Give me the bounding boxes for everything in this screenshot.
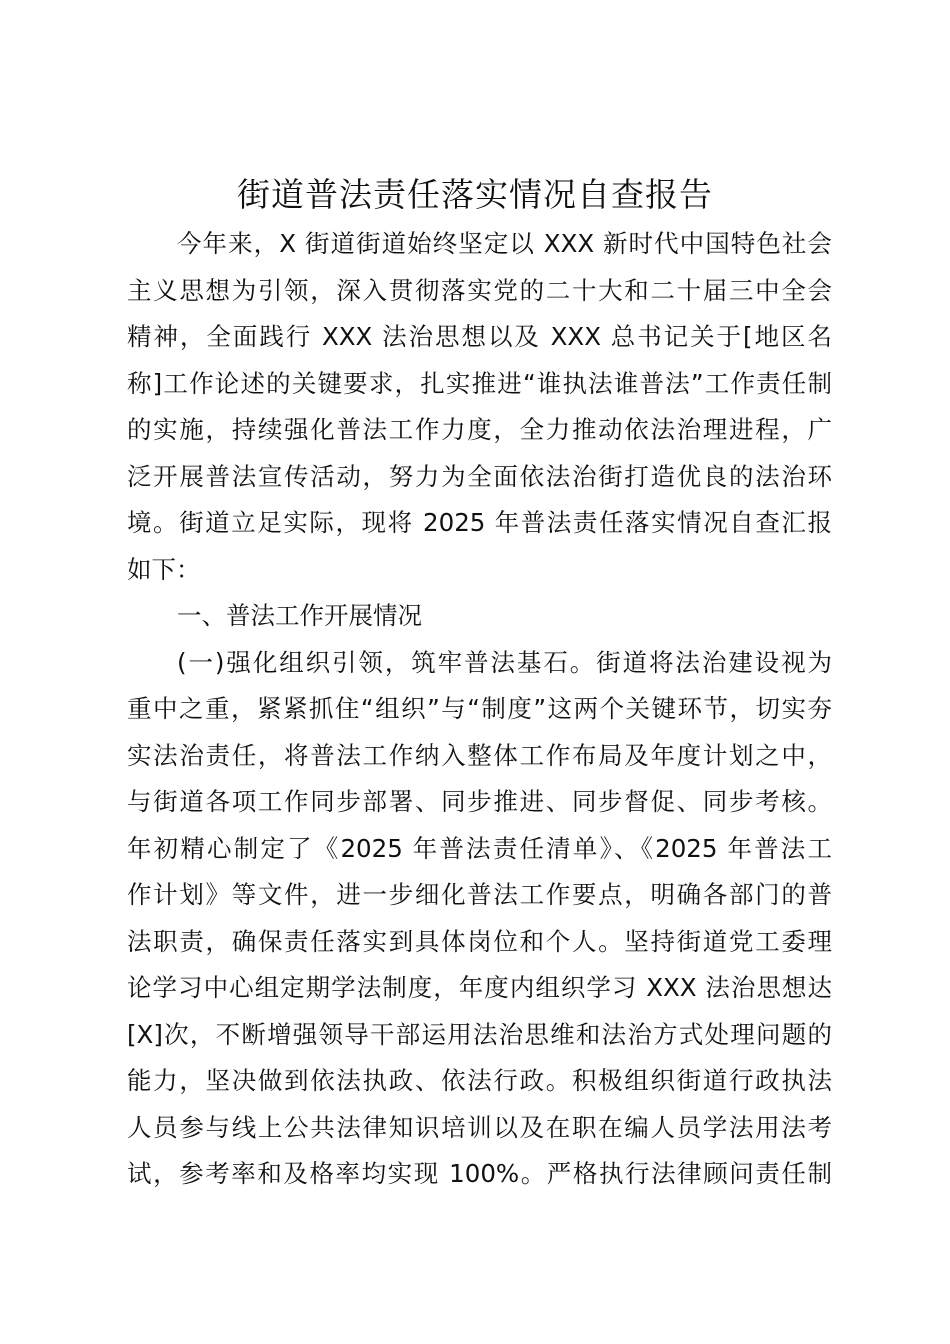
paragraph-line: 年初精心制定了《2025 年普法责任清单》、《2025 年普法工 [127,833,832,863]
document-title: 街道普法责任落实情况自查报告 [237,175,713,214]
paragraph-line: 作计划》等文件，进一步细化普法工作要点，明确各部门的普 [127,880,832,909]
paragraph-line: 精神，全面践行 XXX 法治思想以及 XXX 总书记关于[地区名 [127,322,832,351]
paragraph-line: 如下： [127,554,201,584]
paragraph-line: (一)强化组织引领，筑牢普法基石。街道将法治建设视为 [177,647,832,677]
paragraph-line: 今年来，X 街道街道始终坚定以 XXX 新时代中国特色社会 [177,229,832,258]
paragraph-line: 称]工作论述的关键要求，扎实推进“谁执法谁普法”工作责任制 [127,368,832,398]
paragraph-line: 能力，坚决做到依法执政、依法行政。积极组织街道行政执法 [127,1066,832,1095]
paragraph-line: 境。街道立足实际，现将 2025 年普法责任落实情况自查汇报 [127,508,832,537]
paragraph-line: 实法治责任，将普法工作纳入整体工作布局及年度计划之中， [127,740,832,770]
paragraph-line: 试，参考率和及格率均实现 100%。严格执行法律顾问责任制 [127,1159,832,1188]
paragraph-line: 重中之重，紧紧抓住“组织”与“制度”这两个关键环节，切实夯 [127,694,832,723]
paragraph-line: [X]次，不断增强领导干部运用法治思维和法治方式处理问题的 [127,1019,832,1049]
section-heading: 一、普法工作开展情况 [177,601,422,630]
paragraph-line: 与街道各项工作同步部署、同步推进、同步督促、同步考核。 [127,787,832,816]
paragraph-line: 的实施，持续强化普法工作力度，全力推动依法治理进程，广 [127,415,832,444]
paragraph-line: 泛开展普法宣传活动，努力为全面依法治街打造优良的法治环 [127,461,832,491]
paragraph-line: 人员参与线上公共法律知识培训以及在职在编人员学法用法考 [127,1112,832,1142]
paragraph-line: 论学习中心组定期学法制度，年度内组织学习 XXX 法治思想达 [127,973,832,1002]
document-body [127,221,832,1198]
paragraph-line: 法职责，确保责任落实到具体岗位和个人。坚持街道党工委理 [127,926,832,956]
paragraph-line: 主义思想为引领，深入贯彻落实党的二十大和二十届三中全会 [127,275,832,305]
